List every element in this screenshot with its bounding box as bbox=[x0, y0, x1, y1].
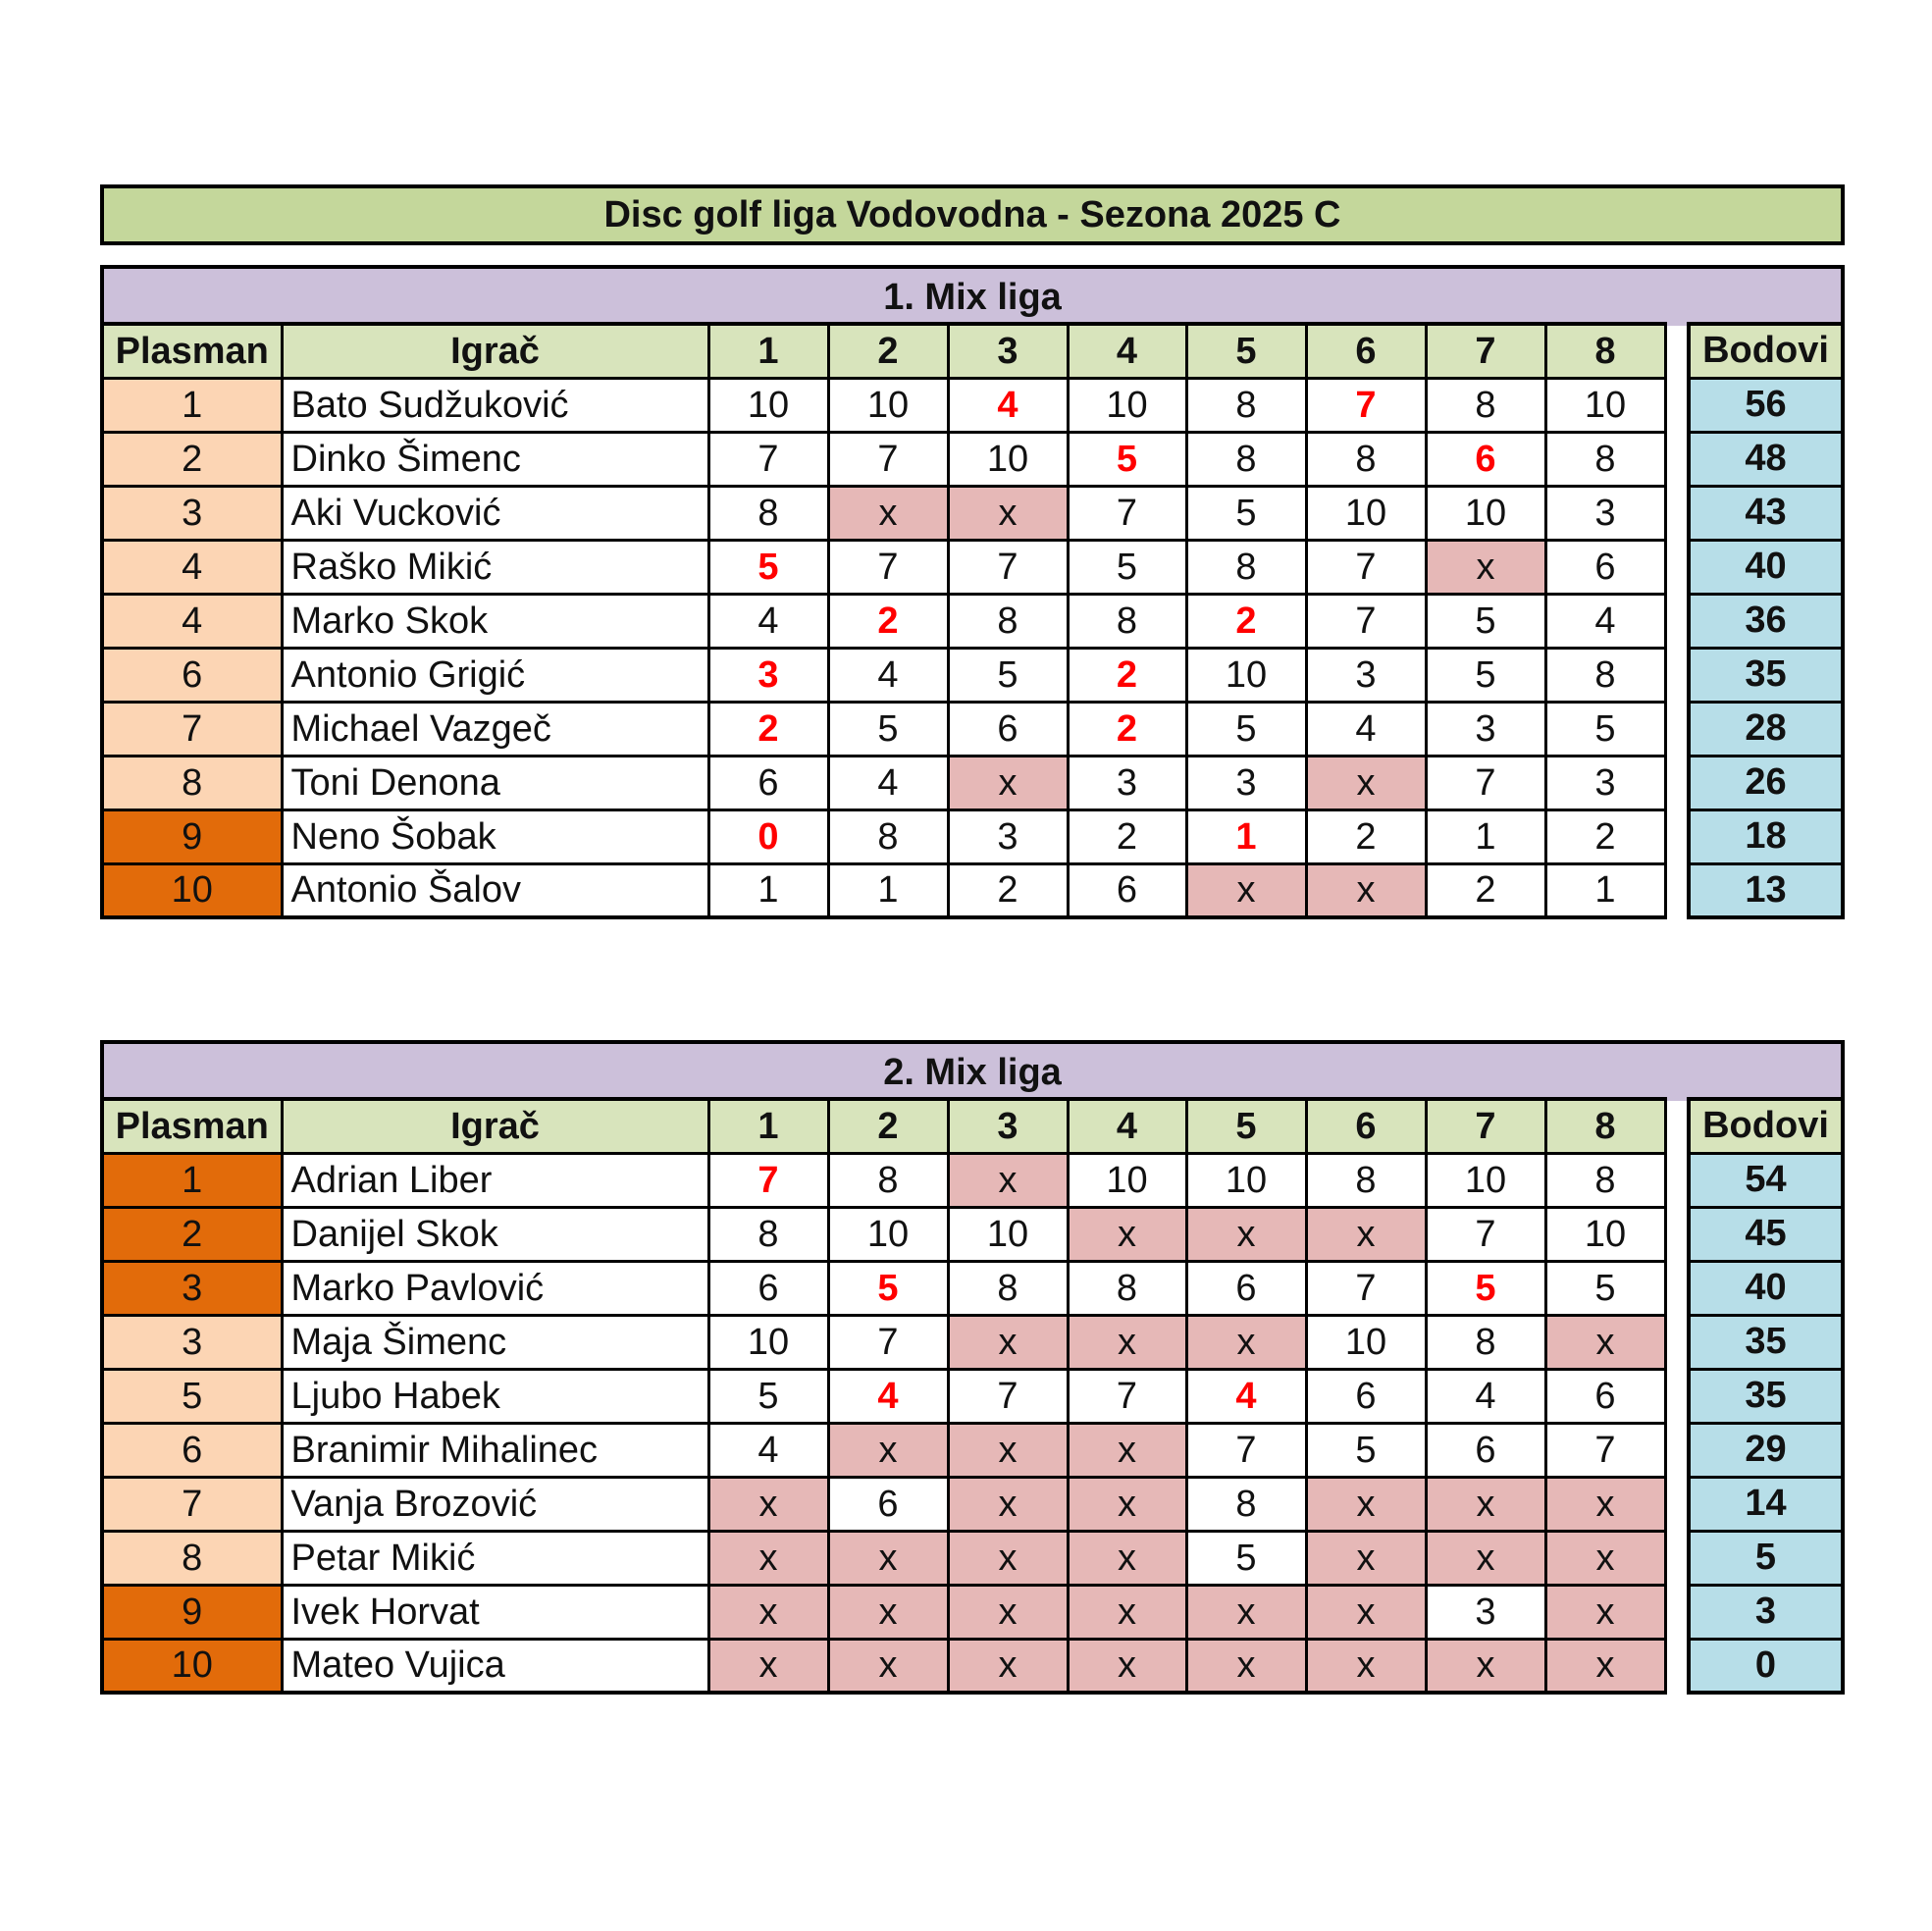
absent-cell: x bbox=[1306, 1477, 1426, 1531]
absent-cell: x bbox=[948, 486, 1068, 540]
score-cell: 5 bbox=[708, 540, 828, 594]
player-name-cell: Marko Pavlović bbox=[282, 1261, 708, 1315]
points-cell: 48 bbox=[1689, 432, 1843, 486]
points-row bbox=[1689, 540, 1843, 594]
points-row bbox=[1689, 594, 1843, 648]
col-player-header: Igrač bbox=[282, 324, 708, 378]
score-cell: 8 bbox=[1186, 378, 1306, 432]
absent-cell: x bbox=[1306, 1531, 1426, 1585]
score-cell: 2 bbox=[1068, 809, 1186, 863]
absent-cell: x bbox=[948, 1585, 1068, 1639]
score-cell: 10 bbox=[1426, 486, 1545, 540]
place-cell: 4 bbox=[102, 594, 282, 648]
points-cell: 35 bbox=[1689, 1369, 1843, 1423]
points-cell: 0 bbox=[1689, 1639, 1843, 1693]
table-row bbox=[102, 1261, 1665, 1315]
table-row bbox=[102, 1315, 1665, 1369]
score-cell: 4 bbox=[708, 1423, 828, 1477]
place-cell: 3 bbox=[102, 486, 282, 540]
points-row bbox=[1689, 1639, 1843, 1693]
score-cell: 8 bbox=[1545, 648, 1665, 702]
score-cell: 7 bbox=[1426, 1207, 1545, 1261]
score-cell: 1 bbox=[1426, 809, 1545, 863]
points-row bbox=[1689, 1585, 1843, 1639]
col-round-header: 6 bbox=[1306, 1099, 1426, 1153]
score-cell: 8 bbox=[708, 486, 828, 540]
absent-cell: x bbox=[828, 1531, 948, 1585]
place-cell: 9 bbox=[102, 809, 282, 863]
absent-cell: x bbox=[948, 756, 1068, 809]
col-round-header: 3 bbox=[948, 324, 1068, 378]
player-name-cell: Marko Skok bbox=[282, 594, 708, 648]
player-name-cell: Ljubo Habek bbox=[282, 1369, 708, 1423]
player-name-cell: Maja Šimenc bbox=[282, 1315, 708, 1369]
score-cell: 7 bbox=[708, 432, 828, 486]
points-row bbox=[1689, 1153, 1843, 1207]
league-title: 2. Mix liga bbox=[100, 1040, 1845, 1101]
score-cell: 8 bbox=[708, 1207, 828, 1261]
score-cell: 7 bbox=[948, 1369, 1068, 1423]
table-row bbox=[102, 1153, 1665, 1207]
absent-cell: x bbox=[1186, 1207, 1306, 1261]
absent-cell: x bbox=[1306, 1585, 1426, 1639]
absent-cell: x bbox=[1306, 863, 1426, 917]
points-row bbox=[1689, 1369, 1843, 1423]
col-round-header: 2 bbox=[828, 1099, 948, 1153]
absent-cell: x bbox=[828, 486, 948, 540]
score-cell: 2 bbox=[948, 863, 1068, 917]
place-cell: 7 bbox=[102, 702, 282, 756]
absent-cell: x bbox=[1426, 1477, 1545, 1531]
table-row bbox=[102, 1369, 1665, 1423]
score-cell: 4 bbox=[708, 594, 828, 648]
col-round-header: 1 bbox=[708, 1099, 828, 1153]
score-cell: 2 bbox=[708, 702, 828, 756]
score-cell: 8 bbox=[1186, 432, 1306, 486]
absent-cell: x bbox=[1306, 756, 1426, 809]
table-row bbox=[102, 1585, 1665, 1639]
place-cell: 6 bbox=[102, 648, 282, 702]
col-round-header: 1 bbox=[708, 324, 828, 378]
score-cell: 10 bbox=[708, 378, 828, 432]
score-cell: 0 bbox=[708, 809, 828, 863]
score-cell: 8 bbox=[948, 1261, 1068, 1315]
points-cell: 26 bbox=[1689, 756, 1843, 809]
col-round-header: 4 bbox=[1068, 1099, 1186, 1153]
absent-cell: x bbox=[1426, 540, 1545, 594]
absent-cell: x bbox=[828, 1585, 948, 1639]
points-cell: 45 bbox=[1689, 1207, 1843, 1261]
score-cell: 8 bbox=[1068, 1261, 1186, 1315]
player-name-cell: Dinko Šimenc bbox=[282, 432, 708, 486]
table-row bbox=[102, 1477, 1665, 1531]
absent-cell: x bbox=[1186, 1315, 1306, 1369]
player-name-cell: Antonio Šalov bbox=[282, 863, 708, 917]
points-cell: 54 bbox=[1689, 1153, 1843, 1207]
col-round-header: 4 bbox=[1068, 324, 1186, 378]
col-round-header: 8 bbox=[1545, 1099, 1665, 1153]
score-cell: 3 bbox=[1068, 756, 1186, 809]
points-cell: 40 bbox=[1689, 540, 1843, 594]
absent-cell: x bbox=[828, 1423, 948, 1477]
score-cell: 4 bbox=[1426, 1369, 1545, 1423]
score-cell: 3 bbox=[1426, 702, 1545, 756]
col-round-header: 7 bbox=[1426, 1099, 1545, 1153]
score-cell: 10 bbox=[948, 1207, 1068, 1261]
absent-cell: x bbox=[1545, 1531, 1665, 1585]
absent-cell: x bbox=[1306, 1207, 1426, 1261]
score-cell: 5 bbox=[1426, 594, 1545, 648]
score-cell: 7 bbox=[1068, 486, 1186, 540]
table-row bbox=[102, 486, 1665, 540]
score-cell: 10 bbox=[1545, 378, 1665, 432]
place-cell: 9 bbox=[102, 1585, 282, 1639]
score-cell: 5 bbox=[828, 1261, 948, 1315]
score-cell: 5 bbox=[828, 702, 948, 756]
absent-cell: x bbox=[948, 1639, 1068, 1693]
points-cell: 35 bbox=[1689, 648, 1843, 702]
score-cell: 4 bbox=[1545, 594, 1665, 648]
score-cell: 5 bbox=[1306, 1423, 1426, 1477]
score-cell: 10 bbox=[1426, 1153, 1545, 1207]
score-cell: 7 bbox=[1306, 594, 1426, 648]
points-cell: 40 bbox=[1689, 1261, 1843, 1315]
score-cell: 7 bbox=[1068, 1369, 1186, 1423]
place-cell: 1 bbox=[102, 1153, 282, 1207]
points-table bbox=[1687, 1097, 1845, 1695]
absent-cell: x bbox=[1068, 1585, 1186, 1639]
col-place-header: Plasman bbox=[102, 324, 282, 378]
score-cell: 8 bbox=[1306, 432, 1426, 486]
score-cell: 8 bbox=[1306, 1153, 1426, 1207]
score-cell: 3 bbox=[1186, 756, 1306, 809]
score-cell: 10 bbox=[948, 432, 1068, 486]
absent-cell: x bbox=[948, 1477, 1068, 1531]
score-cell: 2 bbox=[1426, 863, 1545, 917]
absent-cell: x bbox=[1186, 1639, 1306, 1693]
score-cell: 5 bbox=[1186, 486, 1306, 540]
score-cell: 8 bbox=[828, 1153, 948, 1207]
points-row bbox=[1689, 432, 1843, 486]
table-row bbox=[102, 756, 1665, 809]
col-player-header: Igrač bbox=[282, 1099, 708, 1153]
place-cell: 2 bbox=[102, 432, 282, 486]
season-title: Disc golf liga Vodovodna - Sezona 2025 C bbox=[100, 184, 1845, 245]
score-cell: 6 bbox=[1306, 1369, 1426, 1423]
table-row bbox=[102, 809, 1665, 863]
points-cell: 35 bbox=[1689, 1315, 1843, 1369]
absent-cell: x bbox=[948, 1315, 1068, 1369]
score-cell: 10 bbox=[708, 1315, 828, 1369]
player-name-cell: Mateo Vujica bbox=[282, 1639, 708, 1693]
score-cell: 2 bbox=[1306, 809, 1426, 863]
score-cell: 7 bbox=[1545, 1423, 1665, 1477]
points-row bbox=[1689, 378, 1843, 432]
score-cell: 6 bbox=[1545, 1369, 1665, 1423]
points-row bbox=[1689, 756, 1843, 809]
absent-cell: x bbox=[708, 1531, 828, 1585]
absent-cell: x bbox=[1068, 1531, 1186, 1585]
points-row bbox=[1689, 702, 1843, 756]
points-row bbox=[1689, 648, 1843, 702]
score-cell: 2 bbox=[1068, 648, 1186, 702]
absent-cell: x bbox=[1545, 1477, 1665, 1531]
col-round-header: 5 bbox=[1186, 1099, 1306, 1153]
table-row bbox=[102, 1531, 1665, 1585]
absent-cell: x bbox=[1186, 1585, 1306, 1639]
league-title: 1. Mix liga bbox=[100, 265, 1845, 326]
place-cell: 5 bbox=[102, 1369, 282, 1423]
score-cell: 5 bbox=[1068, 540, 1186, 594]
col-round-header: 8 bbox=[1545, 324, 1665, 378]
score-cell: 6 bbox=[708, 1261, 828, 1315]
absent-cell: x bbox=[708, 1639, 828, 1693]
score-cell: 4 bbox=[1186, 1369, 1306, 1423]
score-cell: 1 bbox=[708, 863, 828, 917]
score-cell: 5 bbox=[1068, 432, 1186, 486]
place-cell: 7 bbox=[102, 1477, 282, 1531]
points-row bbox=[1689, 1477, 1843, 1531]
score-cell: 7 bbox=[828, 432, 948, 486]
header-row bbox=[102, 1099, 1665, 1153]
col-points-header: Bodovi bbox=[1689, 1099, 1843, 1153]
score-cell: 5 bbox=[1545, 702, 1665, 756]
absent-cell: x bbox=[948, 1153, 1068, 1207]
score-cell: 5 bbox=[948, 648, 1068, 702]
points-cell: 29 bbox=[1689, 1423, 1843, 1477]
score-cell: 6 bbox=[1545, 540, 1665, 594]
place-cell: 8 bbox=[102, 756, 282, 809]
score-cell: 4 bbox=[828, 648, 948, 702]
score-cell: 10 bbox=[1186, 648, 1306, 702]
table-row bbox=[102, 1207, 1665, 1261]
score-cell: 3 bbox=[708, 648, 828, 702]
col-points-header: Bodovi bbox=[1689, 324, 1843, 378]
player-name-cell: Adrian Liber bbox=[282, 1153, 708, 1207]
score-cell: 6 bbox=[948, 702, 1068, 756]
absent-cell: x bbox=[1068, 1639, 1186, 1693]
score-cell: 7 bbox=[948, 540, 1068, 594]
score-cell: 5 bbox=[1426, 648, 1545, 702]
points-row bbox=[1689, 1315, 1843, 1369]
player-name-cell: Neno Šobak bbox=[282, 809, 708, 863]
absent-cell: x bbox=[1306, 1639, 1426, 1693]
points-row bbox=[1689, 1423, 1843, 1477]
score-cell: 8 bbox=[1186, 1477, 1306, 1531]
score-cell: 7 bbox=[1306, 378, 1426, 432]
table-row bbox=[102, 1639, 1665, 1693]
score-cell: 7 bbox=[828, 1315, 948, 1369]
place-cell: 3 bbox=[102, 1315, 282, 1369]
score-cell: 8 bbox=[1426, 378, 1545, 432]
points-cell: 43 bbox=[1689, 486, 1843, 540]
points-row bbox=[1689, 809, 1843, 863]
place-cell: 4 bbox=[102, 540, 282, 594]
score-cell: 8 bbox=[1545, 432, 1665, 486]
table-row bbox=[102, 648, 1665, 702]
score-cell: 4 bbox=[1306, 702, 1426, 756]
player-name-cell: Aki Vucković bbox=[282, 486, 708, 540]
col-round-header: 5 bbox=[1186, 324, 1306, 378]
place-cell: 10 bbox=[102, 863, 282, 917]
results-table bbox=[100, 1097, 1667, 1695]
table-row bbox=[102, 378, 1665, 432]
points-cell: 14 bbox=[1689, 1477, 1843, 1531]
score-cell: 3 bbox=[1545, 756, 1665, 809]
points-row bbox=[1689, 863, 1843, 917]
absent-cell: x bbox=[1545, 1585, 1665, 1639]
absent-cell: x bbox=[1068, 1207, 1186, 1261]
place-cell: 8 bbox=[102, 1531, 282, 1585]
score-cell: 2 bbox=[1186, 594, 1306, 648]
col-round-header: 7 bbox=[1426, 324, 1545, 378]
score-cell: 8 bbox=[1186, 540, 1306, 594]
points-row bbox=[1689, 1261, 1843, 1315]
absent-cell: x bbox=[1426, 1639, 1545, 1693]
player-name-cell: Bato Sudžuković bbox=[282, 378, 708, 432]
player-name-cell: Toni Denona bbox=[282, 756, 708, 809]
points-cell: 28 bbox=[1689, 702, 1843, 756]
header-row bbox=[102, 324, 1665, 378]
table-row bbox=[102, 702, 1665, 756]
points-cell: 56 bbox=[1689, 378, 1843, 432]
score-cell: 5 bbox=[1186, 1531, 1306, 1585]
col-place-header: Plasman bbox=[102, 1099, 282, 1153]
score-cell: 2 bbox=[828, 594, 948, 648]
player-name-cell: Branimir Mihalinec bbox=[282, 1423, 708, 1477]
place-cell: 10 bbox=[102, 1639, 282, 1693]
score-cell: 4 bbox=[828, 756, 948, 809]
points-cell: 36 bbox=[1689, 594, 1843, 648]
score-cell: 7 bbox=[828, 540, 948, 594]
table-row bbox=[102, 863, 1665, 917]
score-cell: 8 bbox=[1545, 1153, 1665, 1207]
points-row bbox=[1689, 1207, 1843, 1261]
absent-cell: x bbox=[1426, 1531, 1545, 1585]
score-cell: 10 bbox=[828, 1207, 948, 1261]
score-cell: 8 bbox=[1426, 1315, 1545, 1369]
score-cell: 10 bbox=[1306, 1315, 1426, 1369]
score-cell: 5 bbox=[1186, 702, 1306, 756]
absent-cell: x bbox=[948, 1423, 1068, 1477]
table-row bbox=[102, 594, 1665, 648]
score-cell: 2 bbox=[1545, 809, 1665, 863]
player-name-cell: Ivek Horvat bbox=[282, 1585, 708, 1639]
score-cell: 4 bbox=[828, 1369, 948, 1423]
score-cell: 6 bbox=[1426, 1423, 1545, 1477]
score-cell: 8 bbox=[828, 809, 948, 863]
score-cell: 10 bbox=[1068, 378, 1186, 432]
score-cell: 3 bbox=[948, 809, 1068, 863]
absent-cell: x bbox=[1545, 1639, 1665, 1693]
absent-cell: x bbox=[828, 1639, 948, 1693]
absent-cell: x bbox=[1068, 1423, 1186, 1477]
results-table bbox=[100, 322, 1667, 919]
place-cell: 6 bbox=[102, 1423, 282, 1477]
place-cell: 2 bbox=[102, 1207, 282, 1261]
score-cell: 6 bbox=[1426, 432, 1545, 486]
points-cell: 3 bbox=[1689, 1585, 1843, 1639]
score-cell: 10 bbox=[828, 378, 948, 432]
score-cell: 8 bbox=[1068, 594, 1186, 648]
col-round-header: 6 bbox=[1306, 324, 1426, 378]
score-cell: 3 bbox=[1545, 486, 1665, 540]
score-cell: 1 bbox=[1545, 863, 1665, 917]
player-name-cell: Danijel Skok bbox=[282, 1207, 708, 1261]
points-cell: 13 bbox=[1689, 863, 1843, 917]
score-cell: 6 bbox=[1068, 863, 1186, 917]
absent-cell: x bbox=[708, 1585, 828, 1639]
score-cell: 4 bbox=[948, 378, 1068, 432]
player-name-cell: Antonio Grigić bbox=[282, 648, 708, 702]
player-name-cell: Petar Mikić bbox=[282, 1531, 708, 1585]
points-cell: 5 bbox=[1689, 1531, 1843, 1585]
table-row bbox=[102, 540, 1665, 594]
score-cell: 1 bbox=[1186, 809, 1306, 863]
score-cell: 5 bbox=[708, 1369, 828, 1423]
score-cell: 7 bbox=[1306, 1261, 1426, 1315]
score-cell: 5 bbox=[1545, 1261, 1665, 1315]
table-row bbox=[102, 432, 1665, 486]
points-row bbox=[1689, 486, 1843, 540]
points-cell: 18 bbox=[1689, 809, 1843, 863]
col-round-header: 3 bbox=[948, 1099, 1068, 1153]
score-cell: 1 bbox=[828, 863, 948, 917]
player-name-cell: Raško Mikić bbox=[282, 540, 708, 594]
score-cell: 10 bbox=[1068, 1153, 1186, 1207]
score-cell: 7 bbox=[1186, 1423, 1306, 1477]
score-cell: 7 bbox=[1426, 756, 1545, 809]
absent-cell: x bbox=[1545, 1315, 1665, 1369]
score-cell: 10 bbox=[1545, 1207, 1665, 1261]
absent-cell: x bbox=[1068, 1315, 1186, 1369]
score-cell: 7 bbox=[1306, 540, 1426, 594]
points-table bbox=[1687, 322, 1845, 919]
player-name-cell: Vanja Brozović bbox=[282, 1477, 708, 1531]
table-row bbox=[102, 1423, 1665, 1477]
score-cell: 6 bbox=[828, 1477, 948, 1531]
player-name-cell: Michael Vazgeč bbox=[282, 702, 708, 756]
score-cell: 3 bbox=[1426, 1585, 1545, 1639]
score-cell: 3 bbox=[1306, 648, 1426, 702]
score-cell: 7 bbox=[708, 1153, 828, 1207]
score-cell: 10 bbox=[1306, 486, 1426, 540]
absent-cell: x bbox=[708, 1477, 828, 1531]
score-cell: 5 bbox=[1426, 1261, 1545, 1315]
points-row bbox=[1689, 1531, 1843, 1585]
col-round-header: 2 bbox=[828, 324, 948, 378]
score-cell: 10 bbox=[1186, 1153, 1306, 1207]
score-cell: 6 bbox=[708, 756, 828, 809]
absent-cell: x bbox=[1186, 863, 1306, 917]
place-cell: 1 bbox=[102, 378, 282, 432]
score-cell: 2 bbox=[1068, 702, 1186, 756]
score-cell: 8 bbox=[948, 594, 1068, 648]
absent-cell: x bbox=[948, 1531, 1068, 1585]
absent-cell: x bbox=[1068, 1477, 1186, 1531]
place-cell: 3 bbox=[102, 1261, 282, 1315]
score-cell: 6 bbox=[1186, 1261, 1306, 1315]
